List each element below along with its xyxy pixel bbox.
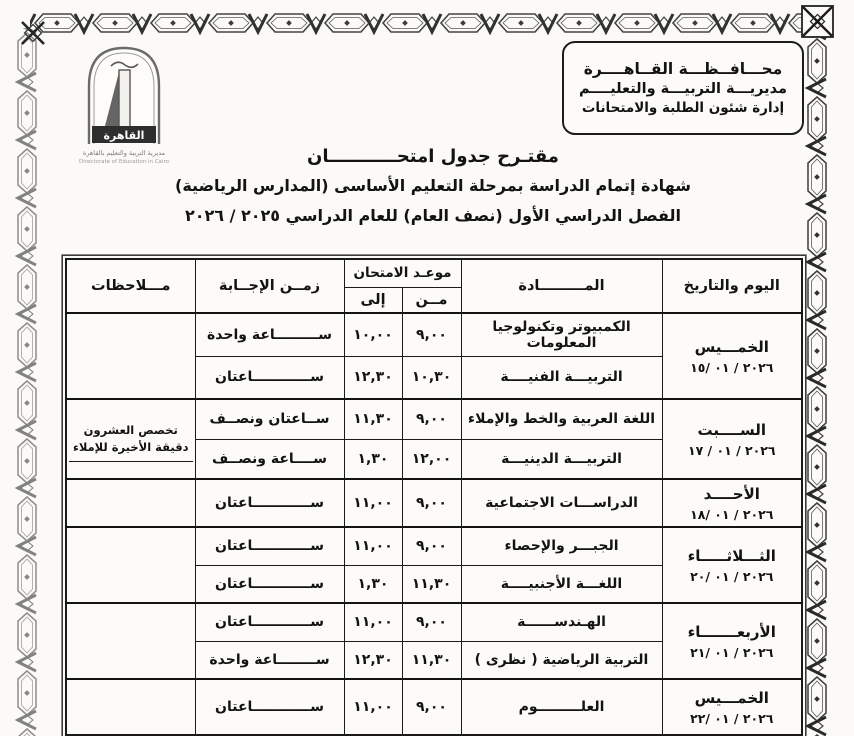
- day-date-cell: [662, 679, 802, 735]
- duration-cell: ســــــــــــاعتان: [195, 479, 344, 527]
- col-header-exam-time: موعـد الامتحان: [344, 259, 461, 287]
- day-name: الثـــلاثـــــاء: [687, 546, 776, 565]
- notes-cell: [66, 603, 195, 679]
- day-name: الأحــــد: [703, 484, 760, 503]
- org-name-line1: محـــافــظـــة القــاهــــرة: [583, 60, 783, 78]
- from-time-cell: ١١,٣٠: [402, 641, 461, 679]
- to-time-cell: ١١,٠٠: [344, 479, 402, 527]
- subject-cell: التربيـــة الفنيــــة: [461, 356, 662, 399]
- notes-cell: [66, 527, 195, 603]
- col-header-notes: مـــلاحظات: [66, 259, 195, 313]
- org-name-line3: إدارة شئون الطلبة والامتحانات: [581, 100, 785, 116]
- subject-cell: اللغـــة الأجنبيــــة: [461, 565, 662, 603]
- from-time-cell: ١١,٣٠: [402, 565, 461, 603]
- from-time-cell: ٩,٠٠: [402, 527, 461, 565]
- from-time-cell: ١٠,٣٠: [402, 356, 461, 399]
- subject-cell: اللغة العربية والخط والإملاء: [461, 399, 662, 439]
- col-header-day-date: اليوم والتاريخ: [662, 259, 802, 313]
- col-header-duration: زمــن الإجــابة: [195, 259, 344, 313]
- col-header-to: إلى: [344, 287, 402, 313]
- to-time-cell: ١١,٠٠: [344, 527, 402, 565]
- duration-cell: ســــــــــــاعتان: [195, 356, 344, 399]
- notes-cell: [66, 679, 195, 735]
- day-date: ٢٠٢٦ / ٠١ /١٥: [690, 359, 774, 375]
- from-time-cell: ٩,٠٠: [402, 399, 461, 439]
- duration-cell: ســاعتان ونصــف: [195, 399, 344, 439]
- logo-caption-en: Directorate of Education in Cairo: [79, 159, 169, 165]
- notes-cell: [66, 399, 195, 479]
- title-line-1: مقتـرح جدول امتحـــــــــــان: [307, 146, 559, 167]
- org-name-line2: مديريـــة التربيـــة والتعليــــم: [579, 81, 787, 97]
- day-name: الخمـــيس: [694, 337, 769, 356]
- rosette-corner-icon: [798, 2, 838, 42]
- star-corner-icon: [18, 18, 48, 48]
- from-time-cell: ٩,٠٠: [402, 603, 461, 641]
- duration-cell: ســــــــاعة واحدة: [195, 641, 344, 679]
- document-title-block: [65, 146, 801, 225]
- to-time-cell: ١٢,٣٠: [344, 356, 402, 399]
- svg-text:القاهرة: القاهرة: [103, 129, 145, 142]
- chain-border-left: [10, 28, 48, 736]
- to-time-cell: ١٢,٣٠: [344, 641, 402, 679]
- day-date-cell: [662, 479, 802, 527]
- title-line-2: شهادة إتمام الدراسة بمرحلة التعليم الأساسى (المدارس الرياضية): [175, 176, 691, 195]
- duration-cell: ســــــــــــاعتان: [195, 603, 344, 641]
- duration-cell: ســــاعة ونصــف: [195, 439, 344, 479]
- note-box: تخصص العشرون دقيقة الأخيرة للإملاء: [69, 416, 193, 462]
- duration-cell: ســــــــــــاعتان: [195, 565, 344, 603]
- from-time-cell: ٩,٠٠: [402, 313, 461, 356]
- day-date-cell: [662, 603, 802, 679]
- duration-cell: ســــــــــــاعتان: [195, 527, 344, 565]
- notes-cell: [66, 479, 195, 527]
- day-date-cell: [662, 313, 802, 399]
- to-time-cell: ١,٣٠: [344, 439, 402, 479]
- day-date: ٢٠٢٦ / ٠١ /٢١: [690, 644, 774, 660]
- col-header-from: مــن: [402, 287, 461, 313]
- day-date-cell: [662, 527, 802, 603]
- to-time-cell: ١١,٠٠: [344, 679, 402, 735]
- from-time-cell: ٩,٠٠: [402, 479, 461, 527]
- day-date-cell: [662, 399, 802, 479]
- chain-border-right: [800, 34, 838, 736]
- day-date: ٢٠٢٦ / ٠١ /٢٠: [690, 568, 774, 584]
- letterhead-box: [562, 41, 804, 135]
- subject-cell: التربية الرياضية ( نظرى ): [461, 641, 662, 679]
- day-name: الخمـــيس: [694, 688, 769, 707]
- from-time-cell: ١٢,٠٠: [402, 439, 461, 479]
- to-time-cell: ١٠,٠٠: [344, 313, 402, 356]
- logo-caption-ar: مديرية التربية والتعليم بالقاهرة: [82, 149, 166, 157]
- title-line-3: الفصل الدراسي الأول (نصف العام) للعام الدراسي ٢٠٢٥ ‏/ ٢٠٢٦: [184, 206, 682, 225]
- day-date: ٢٠٢٦ / ٠١ /٢٢: [690, 710, 774, 726]
- subject-cell: الكمبيوتر وتكنولوجيا المعلومات: [461, 313, 662, 356]
- subject-cell: الدراســـات الاجتماعية: [461, 479, 662, 527]
- duration-cell: ســــــــــــاعتان: [195, 679, 344, 735]
- duration-cell: ســـــــــاعة واحدة: [195, 313, 344, 356]
- day-name: الســــبت: [697, 420, 767, 439]
- day-name: الأربعـــــــاء: [687, 622, 776, 641]
- col-header-subject: المـــــــــادة: [461, 259, 662, 313]
- to-time-cell: ١,٣٠: [344, 565, 402, 603]
- subject-cell: الجبـــر والإحصاء: [461, 527, 662, 565]
- subject-cell: التربيـــة الدينيـــة: [461, 439, 662, 479]
- exam-schedule-table: [65, 258, 803, 736]
- to-time-cell: ١١,٣٠: [344, 399, 402, 439]
- subject-cell: العلـــــــــوم: [461, 679, 662, 735]
- day-date: ٢٠٢٦ / ٠١ / ١٧: [687, 442, 776, 458]
- notes-cell: [66, 313, 195, 399]
- from-time-cell: ٩,٠٠: [402, 679, 461, 735]
- subject-cell: الهـندســــــة: [461, 603, 662, 641]
- to-time-cell: ١١,٠٠: [344, 603, 402, 641]
- day-date: ٢٠٢٦ / ٠١ /١٨: [690, 506, 774, 522]
